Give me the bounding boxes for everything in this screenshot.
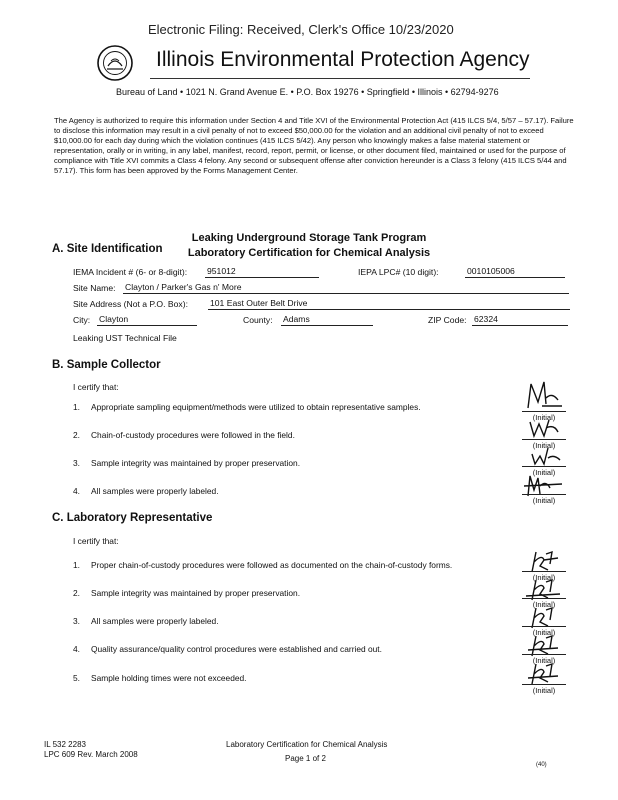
c-initial-1-label: (Initial): [532, 573, 556, 582]
c-initial-4-label: (Initial): [532, 656, 556, 665]
lpc-field[interactable]: 0010105006: [465, 266, 565, 278]
city-field[interactable]: Clayton: [97, 314, 197, 326]
footer-page-number: Page 1 of 2: [285, 754, 326, 763]
technical-file-label: Leaking UST Technical File: [73, 333, 177, 343]
c-initial-5-label: (Initial): [532, 686, 556, 695]
b-initial-3-signature: [522, 444, 566, 468]
c-initial-2-line: [522, 598, 566, 599]
legal-notice: The Agency is authorized to require this information under Section 4 and Title XVI of the Environmental Protection Act (415 ILCS 5/4, 5/57 – 57.17). Failure to disclose this information may result in a civil penalty of not to exceed $50,000.00 for the violation and an additional civil penalty of not to exceed $10,000.00 for each day during which the violation continues (415 ILCS 5/42). Any person who knowingly makes a false material statement or representation, orally or in writing, in any label, manifest, record, report, permit, or license, or other document filed, maintained or used for the purpose of compliance with Title XVI commits a Class 4 felony. Any second or subsequent offense after conviction hereunder is a Class 3 felony (415 ILCS 5/44 and 57.17). This form has been approved by the Forms Management Center.: [54, 116, 574, 175]
b-initial-4-line: [522, 494, 566, 495]
c-item-3-num: 3.: [73, 616, 80, 626]
city-label: City:: [73, 315, 91, 325]
c-item-5-num: 5.: [73, 673, 80, 683]
b-initial-1-line: [522, 411, 566, 412]
incident-field[interactable]: 951012: [205, 266, 319, 278]
zip-field[interactable]: 62324: [472, 314, 568, 326]
footer-title: Laboratory Certification for Chemical Analysis: [226, 740, 388, 749]
form-title: Laboratory Certification for Chemical Analysis: [187, 247, 431, 259]
c-initial-2-label: (Initial): [532, 600, 556, 609]
incident-label: IEMA Incident # (6- or 8-digit):: [73, 267, 188, 277]
section-b-certify: I certify that:: [73, 382, 119, 392]
b-initial-1-signature: [522, 378, 566, 412]
lpc-label: IEPA LPC# (10 digit):: [358, 267, 439, 277]
county-field[interactable]: Adams: [281, 314, 373, 326]
section-a-heading: A. Site Identification: [52, 243, 163, 255]
b-initial-2-line: [522, 439, 566, 440]
b-item-4-text: All samples were properly labeled.: [91, 486, 219, 496]
site-address-label: Site Address (Not a P.O. Box):: [73, 299, 188, 309]
c-item-2-num: 2.: [73, 588, 80, 598]
b-initial-4-label: (Initial): [532, 496, 556, 505]
c-item-3-text: All samples were properly labeled.: [91, 616, 219, 626]
program-title: Leaking Underground Storage Tank Program: [191, 232, 427, 244]
section-c-certify: I certify that:: [73, 536, 119, 546]
b-initial-2-label: (Initial): [532, 441, 556, 450]
c-initial-3-label: (Initial): [532, 628, 556, 637]
header-divider: [150, 78, 530, 79]
b-initial-3-line: [522, 466, 566, 467]
footer-form-id-1: IL 532 2283: [44, 740, 86, 749]
c-item-1-num: 1.: [73, 560, 80, 570]
b-initial-1-label: (Initial): [532, 413, 556, 422]
b-item-2-text: Chain-of-custody procedures were followed in the field.: [91, 430, 295, 440]
filing-stamp: Electronic Filing: Received, Clerk's Office 10/23/2020: [148, 22, 454, 37]
c-item-4-text: Quality assurance/quality control procedures were established and carried out.: [91, 644, 382, 654]
zip-label: ZIP Code:: [428, 315, 467, 325]
county-label: County:: [243, 315, 273, 325]
c-item-2-text: Sample integrity was maintained by proper preservation.: [91, 588, 301, 598]
site-name-label: Site Name:: [73, 283, 116, 293]
b-item-2-num: 2.: [73, 430, 80, 440]
c-initial-5-signature: [520, 660, 566, 686]
b-item-3-text: Sample integrity was maintained by proper preservation.: [91, 458, 301, 468]
c-initial-5-line: [522, 684, 566, 685]
agency-seal-icon: [96, 44, 134, 82]
site-address-field[interactable]: 101 East Outer Belt Drive: [208, 298, 570, 310]
b-initial-2-signature: [522, 414, 566, 440]
b-item-1-text: Appropriate sampling equipment/methods were utilized to obtain representative samples.: [91, 402, 421, 412]
c-item-5-text: Sample holding times were not exceeded.: [91, 673, 247, 683]
b-item-3-num: 3.: [73, 458, 80, 468]
b-initial-3-label: (Initial): [532, 468, 556, 477]
c-initial-4-line: [522, 654, 566, 655]
footer-form-id-2: LPC 609 Rev. March 2008: [44, 750, 138, 759]
agency-name: Illinois Environmental Protection Agency: [156, 48, 530, 71]
c-item-4-num: 4.: [73, 644, 80, 654]
b-item-4-num: 4.: [73, 486, 80, 496]
agency-address: Bureau of Land • 1021 N. Grand Avenue E. • P.O. Box 19276 • Springfield • Illinois • 62794-9276: [116, 87, 499, 97]
footer-corner-mark: (40): [536, 762, 547, 768]
section-b-heading: B. Sample Collector: [52, 359, 161, 371]
section-c-heading: C. Laboratory Representative: [52, 512, 213, 524]
c-initial-3-line: [522, 626, 566, 627]
b-item-1-num: 1.: [73, 402, 80, 412]
c-initial-1-line: [522, 571, 566, 572]
site-name-field[interactable]: Clayton / Parker's Gas n' More: [123, 282, 569, 294]
c-item-1-text: Proper chain-of-custody procedures were followed as documented on the chain-of-custody forms.: [91, 560, 453, 570]
